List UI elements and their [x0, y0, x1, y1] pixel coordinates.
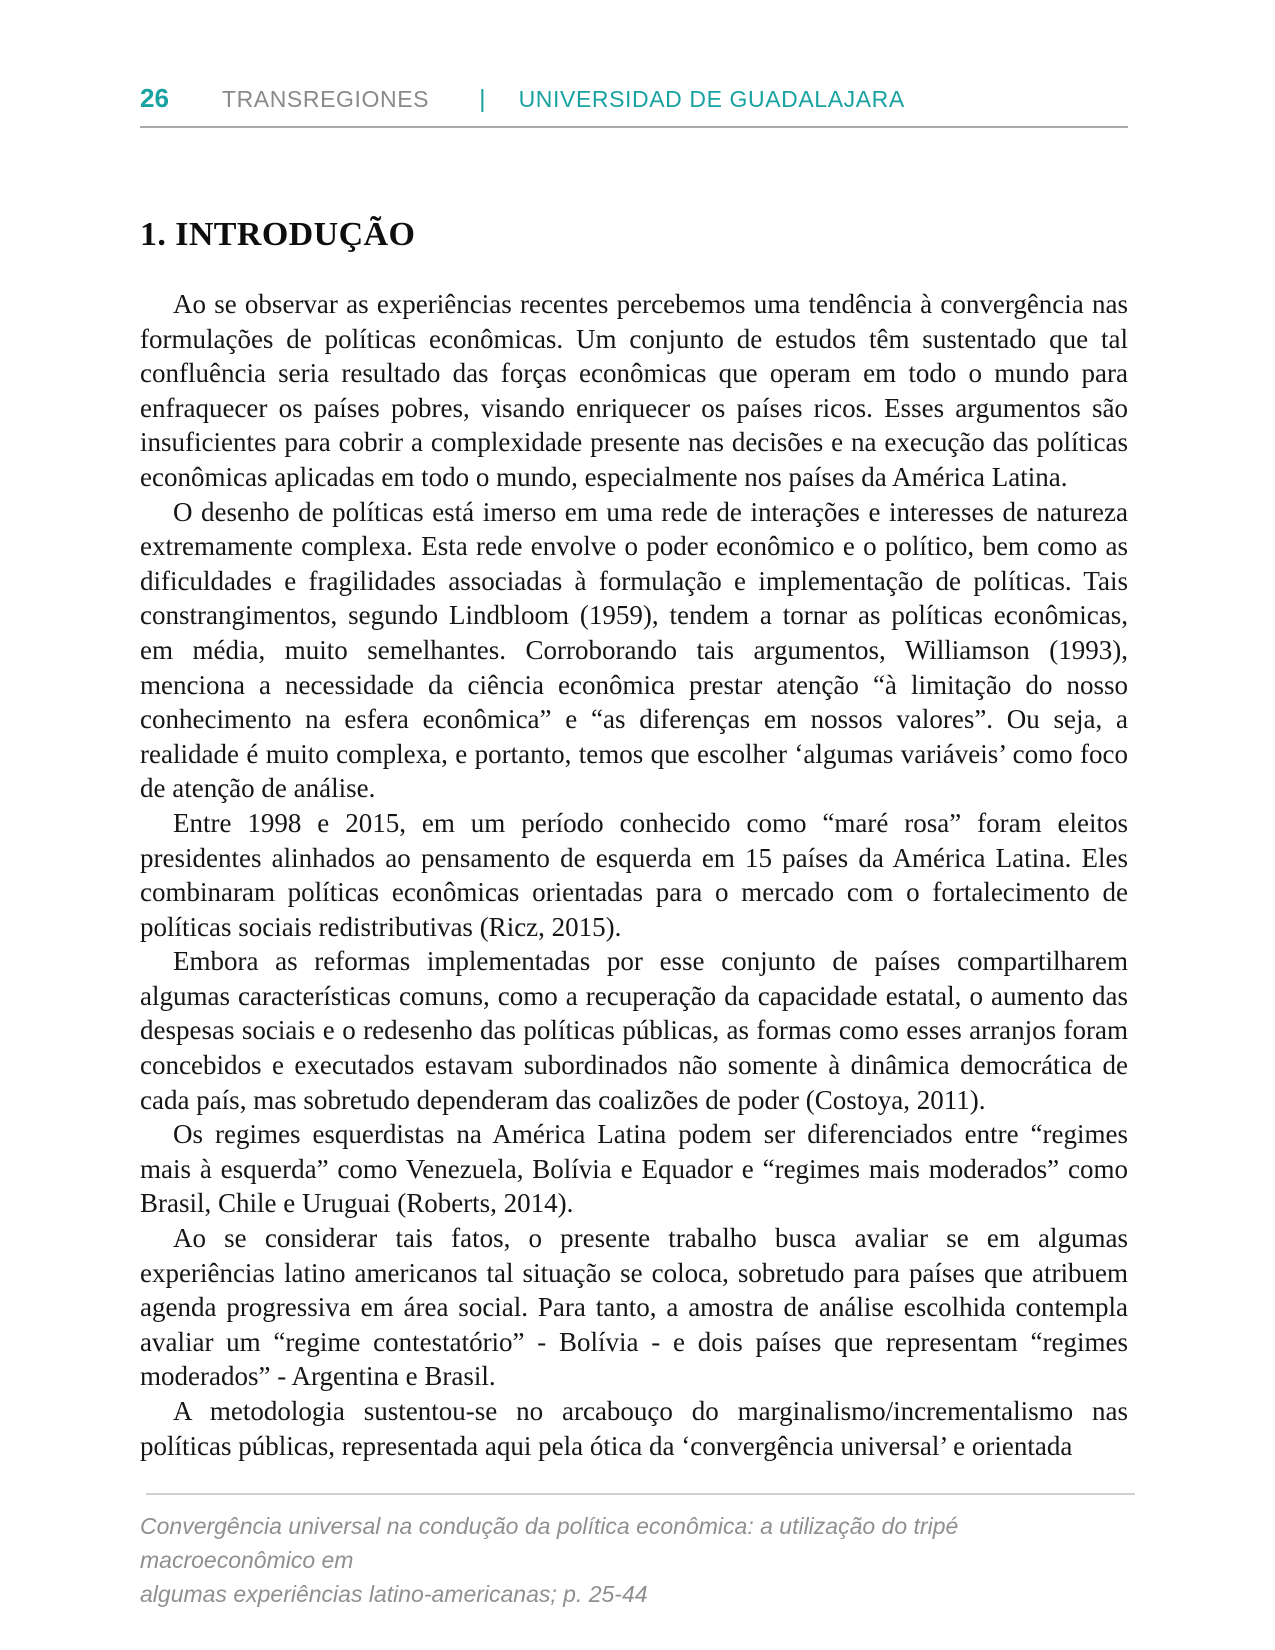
- section-title: 1. INTRODUÇÃO: [140, 216, 416, 253]
- paragraph: O desenho de políticas está imerso em uma rede de interações e interesses de natureza extremamente complexa. Esta rede envolve o poder econômico e o político, bem como as dificuldades e fragilidades associadas à formulação e implementação de políticas. Tais constrangimentos, segundo Lindbloom (1959), tendem a tornar as políticas econômicas, em média, muito semelhantes. Corroborando tais argumentos, Williamson (1993), menciona a necessidade da ciência econômica prestar atenção “à limitação do nosso conhecimento na esfera econômica” e “as diferenças em nossos valores”. Ou seja, a realidade é muito complexa, e portanto, temos que escolher ‘algumas variáveis’ como foco de atenção de análise.: [140, 496, 1128, 804]
- paragraph: Entre 1998 e 2015, em um período conhecido como “maré rosa” foram eleitos presidentes alinhados ao pensamento de esquerda em 15 países da América Latina. Eles combinaram políticas econômicas orientadas para o mercado com o fortalecimento de políticas sociais redistributivas (Ricz, 2015).: [140, 807, 1128, 942]
- paragraph: A metodologia sustentou-se no arcabouço do marginalismo/incrementalismo nas políticas públicas, representada aqui pela ótica da ‘convergência universal’ e orientada: [140, 1396, 1128, 1461]
- page-header: [140, 83, 1128, 114]
- footer-rule: [146, 1493, 1135, 1495]
- institution-name: UNIVERSIDAD DE GUADALAJARA: [518, 86, 905, 112]
- page-footer: [140, 1509, 1128, 1611]
- journal-name: TRANSREGIONES: [221, 86, 430, 112]
- paragraph: Embora as reformas implementadas por esse conjunto de países compartilharem algumas características comuns, como a recuperação da capacidade estatal, o aumento das despesas sociais e o redesenho das políticas públicas, as formas como esses arranjos foram concebidos e executados estavam subordinados não somente à dinâmica democrática de cada país, mas sobretudo dependeram das coalizões de poder (Costoya, 2011).: [140, 946, 1128, 1115]
- body-text: [140, 287, 1128, 1463]
- paragraph: Ao se considerar tais fatos, o presente trabalho busca avaliar se em algumas experiências latino americanos tal situação se coloca, sobretudo para países que atribuem agenda progressiva em área social. Para tanto, a amostra de análise escolhida contempla avaliar um “regime contestatório” - Bolívia - e dois países que representam “regimes moderados” - Argentina e Brasil.: [140, 1223, 1128, 1392]
- footer-citation-line-2: algumas experiências latino-americanas; p. 25-44: [140, 1581, 648, 1607]
- article-body: [140, 216, 1128, 1463]
- footer-citation-line-1: Convergência universal na condução da política econômica: a utilização do tripé macroeconômico em: [140, 1513, 959, 1573]
- header-rule: [140, 126, 1128, 128]
- header-separator: |: [479, 85, 486, 113]
- paragraph: Os regimes esquerdistas na América Latina podem ser diferenciados entre “regimes mais à esquerda” como Venezuela, Bolívia e Equador e “regimes mais moderados” como Brasil, Chile e Uruguai (Roberts, 2014).: [140, 1119, 1128, 1219]
- page-number: 26: [140, 83, 169, 113]
- paragraph: Ao se observar as experiências recentes percebemos uma tendência à convergência nas formulações de políticas econômicas. Um conjunto de estudos têm sustentado que tal confluência seria resultado das forças econômicas que operam em todo o mundo para enfraquecer os países pobres, visando enriquecer os países ricos. Esses argumentos são insuficientes para cobrir a complexidade presente nas decisões e na execução das políticas econômicas aplicadas em todo o mundo, especialmente nos países da América Latina.: [140, 289, 1128, 492]
